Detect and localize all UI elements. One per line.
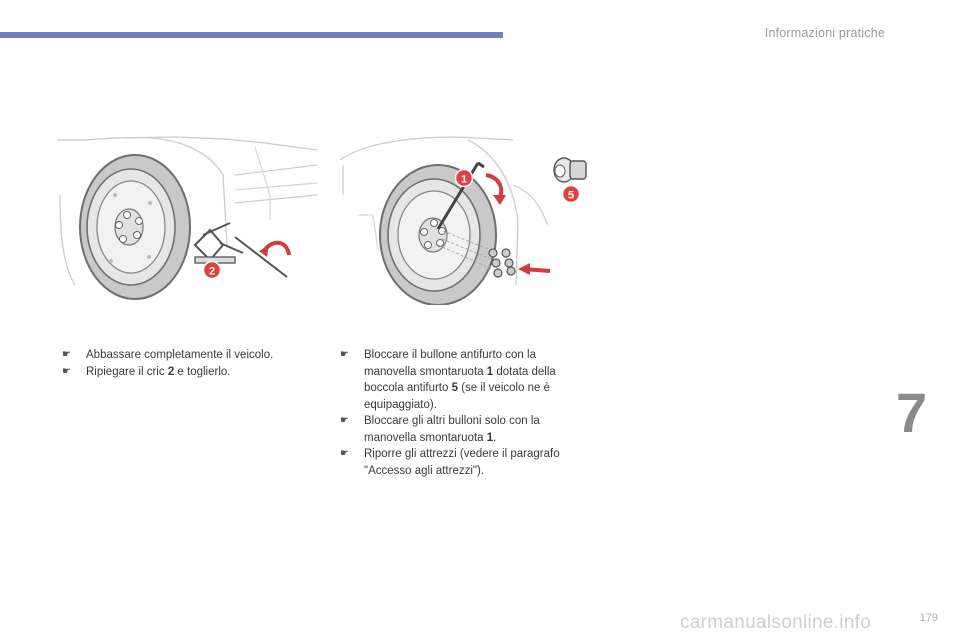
list-item: ☛ Riporre gli attrezzi (vedere il paragrafo "Accesso agli attrezzi"). bbox=[340, 448, 560, 477]
list-item: ☛ Bloccare il bullone antifurto con la manovella smontaruota 1 dotata della boccola antifurto 5 (se il veicolo ne è equipaggiato). bbox=[340, 349, 556, 411]
callout-1-label: 1 bbox=[460, 173, 468, 186]
pointing-hand-icon: ☛ bbox=[340, 415, 349, 426]
page-number: 179 bbox=[919, 612, 938, 624]
instructions-right bbox=[340, 347, 590, 479]
section-title: Informazioni pratiche bbox=[764, 26, 885, 40]
list-item: ☛ Bloccare gli altri bulloni solo con la manovella smontaruota 1. bbox=[340, 415, 540, 444]
callout-5-label: 5 bbox=[567, 189, 575, 202]
watermark: carmanualsonline.info bbox=[680, 612, 872, 633]
pointing-hand-icon: ☛ bbox=[62, 365, 71, 377]
instructions-left bbox=[62, 347, 312, 380]
chapter-number: 7 bbox=[896, 381, 928, 444]
pointing-hand-icon: ☛ bbox=[340, 448, 349, 459]
pointing-hand-icon: ☛ bbox=[340, 349, 349, 360]
illustration-wheel-jack bbox=[55, 135, 320, 305]
illustration-wheel-crank bbox=[338, 135, 593, 305]
list-item: ☛ Abbassare completamente il veicolo. bbox=[62, 347, 312, 364]
header-accent-bar bbox=[0, 32, 503, 38]
pointing-hand-icon: ☛ bbox=[62, 349, 71, 360]
list-item: ☛ Ripiegare il cric 2 e toglierlo. bbox=[62, 364, 312, 381]
callout-2-label: 2 bbox=[208, 265, 216, 278]
